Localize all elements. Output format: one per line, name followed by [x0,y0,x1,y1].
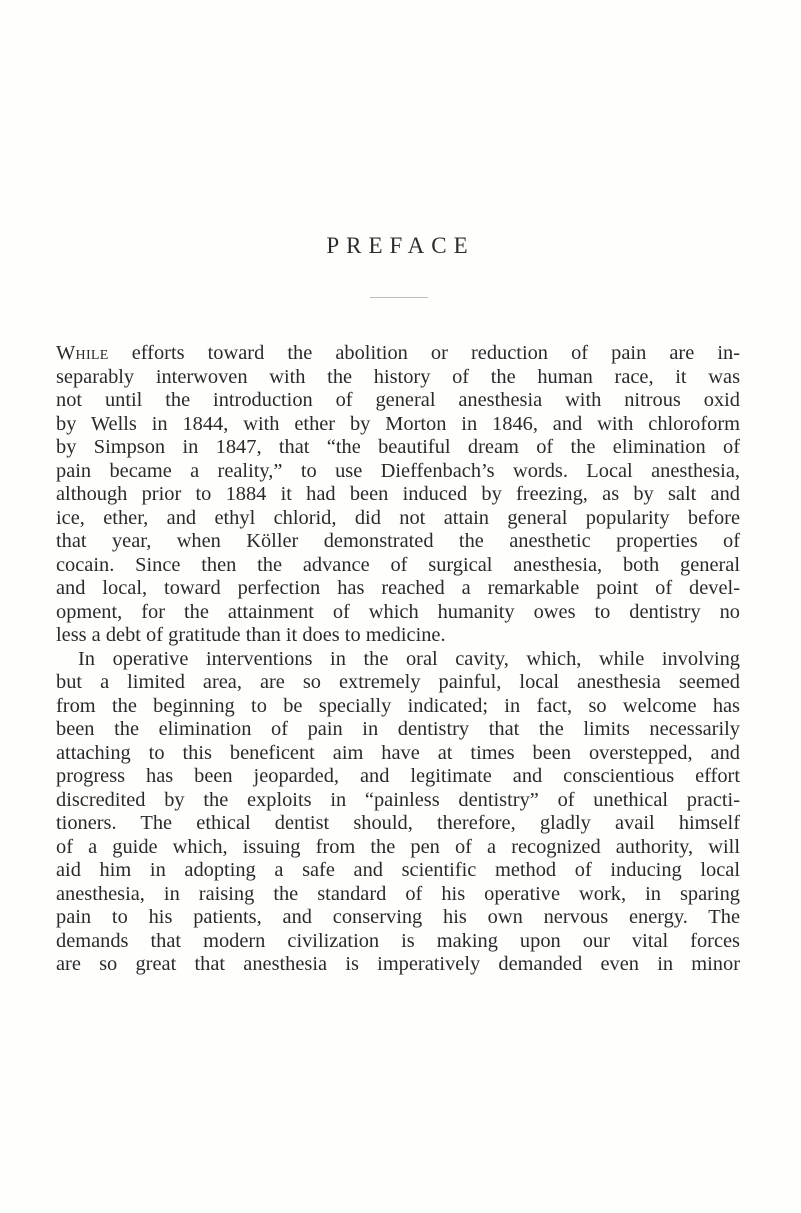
text-line: pain to his patients, and conserving his own nervous energy. The [56,906,740,928]
text-line: less a debt of gratitude than it does to medicine. [56,624,446,646]
text-line: are so great that anesthesia is imperatively demanded even in minor [56,953,740,975]
text-line: pain became a reality,” to use Dieffenbach’s words. Local anesthesia, [56,459,740,482]
text-line: although prior to 1884 it had been induced by freezing, as by salt and [56,483,740,505]
text-line: but a limited area, are so extremely painful, local anesthesia seemed [56,671,740,693]
text-line: ice, ether, and ethyl chlorid, did not attain general popularity before [56,506,740,529]
text-line: demands that modern civilization is making upon our vital forces [56,929,740,952]
paragraph-2 [56,648,740,977]
body-text [56,342,740,977]
text-line: of a guide which, issuing from the pen of a recognized authority, will [56,835,740,858]
text-line: In operative interventions in the oral cavity, which, while involving [78,647,740,670]
text-line: not until the introduction of general anesthesia with nitrous oxid [56,389,740,411]
text-line: anesthesia, in raising the standard of his operative work, in sparing [56,882,740,905]
text-line: that year, when Köller demonstrated the anesthetic properties of [56,530,740,552]
text-line: by Wells in 1844, with ether by Morton in 1846, and with chloroform [56,412,740,435]
page-heading: PREFACE [326,233,475,258]
text-line: While efforts toward the abolition or reduction of pain are in- [56,342,740,364]
text-line: by Simpson in 1847, that “the beautiful dream of the elimination of [56,436,740,458]
text-line: cocain. Since then the advance of surgical anesthesia, both general [56,553,740,576]
text-line: and local, toward perfection has reached a remarkable point of devel- [56,577,740,599]
text-line: aid him in adopting a safe and scientific method of inducing local [56,859,740,881]
heading-divider [370,297,428,298]
text-line: discredited by the exploits in “painless dentistry” of unethical practi- [56,788,740,811]
text-line: opment, for the attainment of which humanity owes to dentistry no [56,600,740,623]
paragraph-1 [56,342,740,648]
text-line: been the elimination of pain in dentistry that the limits necessarily [56,718,740,740]
text-line: progress has been jeoparded, and legitimate and conscientious effort [56,765,740,787]
small-caps-opening-word: While [56,342,109,364]
text-line: tioners. The ethical dentist should, therefore, gladly avail himself [56,812,740,834]
text-line: separably interwoven with the history of the human race, it was [56,365,740,388]
text-line: attaching to this beneficent aim have at times been overstepped, and [56,741,740,764]
text-line: from the beginning to be specially indicated; in fact, so welcome has [56,694,740,717]
